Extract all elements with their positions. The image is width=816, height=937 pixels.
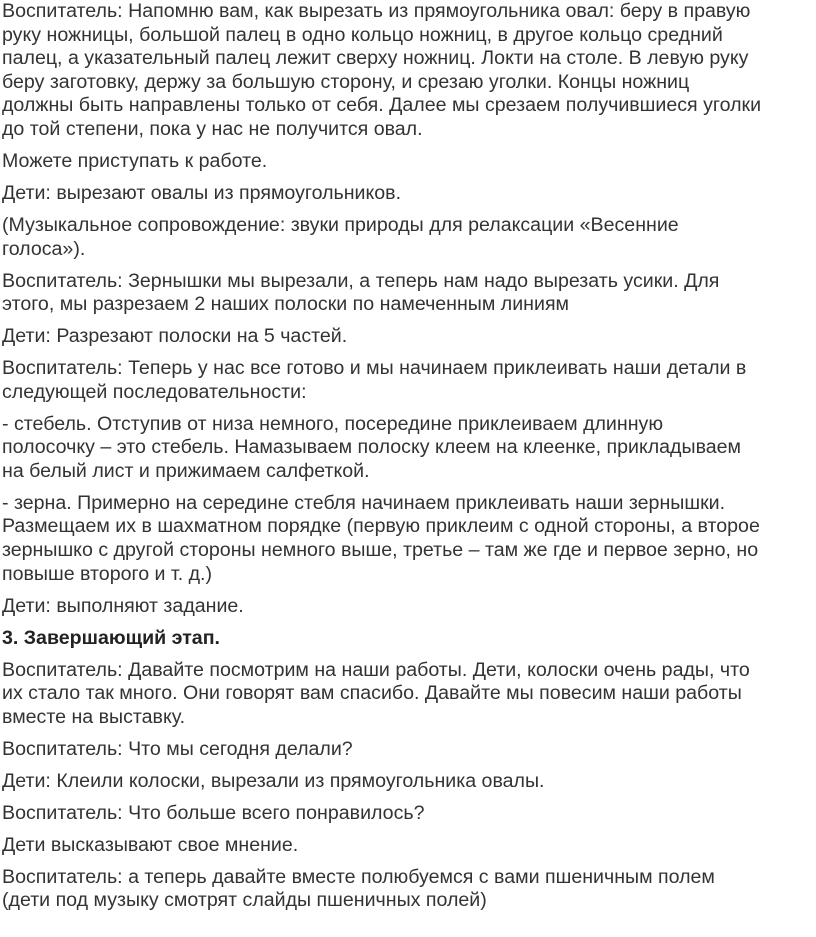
section-heading: 3. Завершающий этап.	[2, 626, 220, 649]
paragraph-children-cut-ovals	[2, 182, 816, 206]
text-line: на белый лист и прижимаем салфеткой.	[2, 459, 370, 482]
paragraph-teacher-glue-order	[2, 357, 816, 404]
text-line: (дети под музыку смотрят слайды пшеничных полей)	[2, 889, 487, 912]
text-line: вместе на выставку.	[2, 705, 186, 728]
text-line: беру заготовку, держу за большую сторону, и срезаю уголки. Концы ножниц	[2, 70, 690, 93]
text-line: - зерна. Примерно на середине стебля начинаем приклеивать наши зернышки.	[2, 491, 726, 514]
paragraph-step-stem	[2, 413, 816, 484]
paragraph-teacher-wheat-field	[2, 866, 816, 913]
text-line: голоса»).	[2, 237, 86, 260]
text-line: руку ножницы, большой палец в одно кольцо ножниц, в другое кольцо средний	[2, 23, 723, 46]
paragraph-step-grains	[2, 492, 816, 586]
text-line: Дети: вырезают овалы из прямоугольников.	[2, 181, 402, 204]
paragraph-children-answer	[2, 770, 816, 794]
text-line: должны быть направлены только от себя. Далее мы срезаем получившиеся уголки	[2, 94, 762, 117]
text-line: до той степени, пока у нас не получится овал.	[2, 117, 423, 140]
text-line: (Музыкальное сопровождение: звуки природы для релаксации «Весенние	[2, 213, 679, 236]
text-line: их стало так много. Они говорят вам спасибо. Давайте мы повесим наши работы	[2, 682, 742, 705]
text-line: Воспитатель: Что мы сегодня делали?	[2, 737, 353, 760]
text-line: Дети высказывают свое мнение.	[2, 833, 299, 856]
text-line: Дети: Клеили колоски, вырезали из прямоугольника овалы.	[2, 769, 545, 792]
text-line: - стебель. Отступив от низа немного, посередине приклеиваем длинную	[2, 412, 664, 435]
text-line: Воспитатель: Что больше всего понравилось?	[2, 801, 425, 824]
text-line: Дети: выполняют задание.	[2, 594, 244, 617]
text-line: палец, а указательный палец лежит сверху ножниц. Локти на столе. В левую руку	[2, 47, 749, 70]
paragraph-teacher-oval-instructions	[2, 0, 816, 142]
paragraph-teacher-whiskers	[2, 270, 816, 317]
text-line: следующей последовательности:	[2, 380, 307, 403]
paragraph-start-work	[2, 150, 816, 174]
text-line: Воспитатель: Теперь у нас все готово и мы начинаем приклеивать наши детали в	[2, 357, 747, 380]
paragraph-teacher-question-today	[2, 738, 816, 762]
paragraph-children-opinion	[2, 834, 816, 858]
text-line: Можете приступать к работе.	[2, 149, 268, 172]
text-line: полосочку – это стебель. Намазываем полоску клеем на клеенке, прикладываем	[2, 436, 742, 459]
text-line: Воспитатель: Зернышки мы вырезали, а теперь нам надо вырезать усики. Для	[2, 269, 720, 292]
paragraph-children-do-task	[2, 595, 816, 619]
text-line: Размещаем их в шахматном порядке (первую приклеим с одной стороны, а второе	[2, 515, 760, 538]
text-line: Воспитатель: Давайте посмотрим на наши работы. Дети, колоски очень рады, что	[2, 658, 750, 681]
text-line: Воспитатель: а теперь давайте вместе полюбуемся с вами пшеничным полем	[2, 865, 715, 888]
text-line: повыше второго и т. д.)	[2, 562, 213, 585]
paragraph-music-accompaniment	[2, 214, 816, 261]
text-line: этого, мы разрезаем 2 наших полоски по намеченным линиям	[2, 293, 570, 316]
text-line: зернышко с другой стороны немного выше, третье – там же где и первое зерно, но	[2, 539, 759, 561]
paragraph-teacher-look-at-works	[2, 659, 816, 730]
text-line: Дети: Разрезают полоски на 5 частей.	[2, 325, 348, 348]
text-line: Воспитатель: Напомню вам, как вырезать из прямоугольника овал: беру в правую	[2, 0, 751, 22]
paragraph-children-cut-strips	[2, 325, 816, 349]
paragraph-teacher-question-liked	[2, 802, 816, 826]
